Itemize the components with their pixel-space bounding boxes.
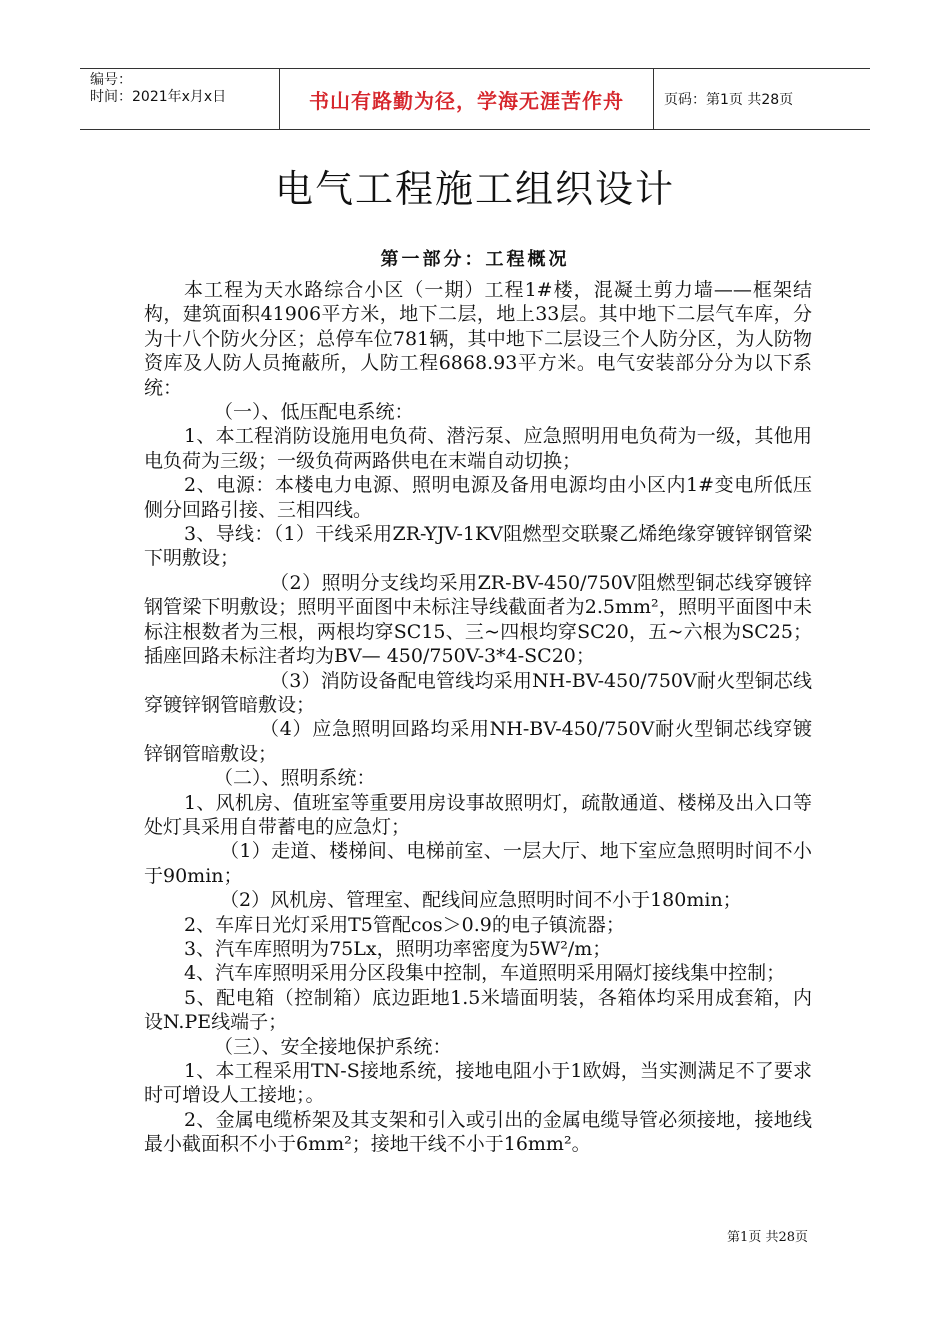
subsection-heading: （一）、低压配电系统： xyxy=(214,401,414,424)
paragraph: 1、风机房、值班室等重要用房设事故照明灯，疏散通道、楼梯及出入口等处灯具采用自带蓄电的应急灯； xyxy=(144,791,812,838)
subsection-heading: （二）、照明系统： xyxy=(214,767,376,790)
subsection-heading: （三）、安全接地保护系统： xyxy=(214,1035,452,1058)
paragraph: 4、汽车库照明采用分区段集中控制，车道照明采用隔灯接线集中控制； xyxy=(184,962,786,985)
page-header xyxy=(80,68,870,130)
document-date: 时间：2021年x月x日 xyxy=(90,89,227,105)
section-title: 第一部分：工程概况 xyxy=(380,249,570,270)
header-meta xyxy=(80,69,280,129)
paragraph: （3）消防设备配电管线均采用NH-BV-450/750V耐火型铜芯线穿镀锌钢管暗敷设； xyxy=(144,669,812,716)
paragraph: （1）走道、楼梯间、电梯前室、一层大厅、地下室应急照明时间不小于90min； xyxy=(144,840,812,887)
paragraph: 3、汽车库照明为75Lx，照明功率密度为5W²/m； xyxy=(184,937,612,960)
paragraph: 2、车库日光灯采用T5管配cos＞0.9的电子镇流器； xyxy=(184,913,625,936)
paragraph: 2、电源：本楼电力电源、照明电源及备用电源均由小区内1#变电所低压侧分回路引接、三相四线。 xyxy=(144,474,812,521)
paragraph: 3、导线：（1）干线采用ZR-YJV-1KV阻燃型交联聚乙烯绝缘穿镀锌钢管梁下明敷设； xyxy=(144,523,812,570)
header-motto: 书山有路勤为径，学海无涯苦作舟 xyxy=(280,69,654,129)
document-title: 电气工程施工组织设计 xyxy=(274,167,675,211)
paragraph: 5、配电箱（控制箱）底边距地1.5米墙面明装，各箱体均采用成套箱，内设N.PE线端子； xyxy=(144,986,812,1034)
paragraph: （4）应急照明回路均采用NH-BV-450/750V耐火型铜芯线穿镀锌钢管暗敷设； xyxy=(144,718,812,765)
document-number-label: 编号： xyxy=(90,72,132,88)
header-page-info: 页码：第1页 共28页 xyxy=(664,92,794,108)
paragraph: （2）照明分支线均采用ZR-BV-450/750V阻燃型铜芯线穿镀锌钢管梁下明敷设；照明平面图中未标注导线截面者为2.5mm²，照明平面图中未标注根数者为三根，两根均穿SC15、三~四根均穿SC20，五~六根为SC25；插座回路未标注者均为BV— 450/750V-3*4-SC20； xyxy=(144,571,812,668)
page-footer: 第1页 共28页 xyxy=(727,1230,808,1245)
paragraph: 1、本工程采用TN-S接地系统，接地电阻小于1欧姆，当实测满足不了要求时可增设人工接地；。 xyxy=(144,1060,812,1107)
document-body xyxy=(144,278,812,1157)
paragraph: 2、金属电缆桥架及其支架和引入或引出的金属电缆导管必须接地，接地线最小截面积不小于6mm²；接地干线不小于16mm²。 xyxy=(144,1108,812,1156)
paragraph: 本工程为天水路综合小区（一期）工程1#楼，混凝土剪力墙——框架结构，建筑面积41906平方米，地下二层，地上33层。其中地下二层气车库，分为十八个防火分区；总停车位781辆，其中地下二层设三个人防分区，为人防物资库及人防人员掩蔽所，人防工程6868.93平方米。电气安装部分分为以下系统： xyxy=(144,279,812,399)
paragraph: 1、本工程消防设施用电负荷、潜污泵、应急照明用电负荷为一级，其他用电负荷为三级；一级负荷两路供电在末端自动切换； xyxy=(144,425,812,472)
paragraph: （2）风机房、管理室、配线间应急照明时间不小于180min； xyxy=(220,889,742,912)
